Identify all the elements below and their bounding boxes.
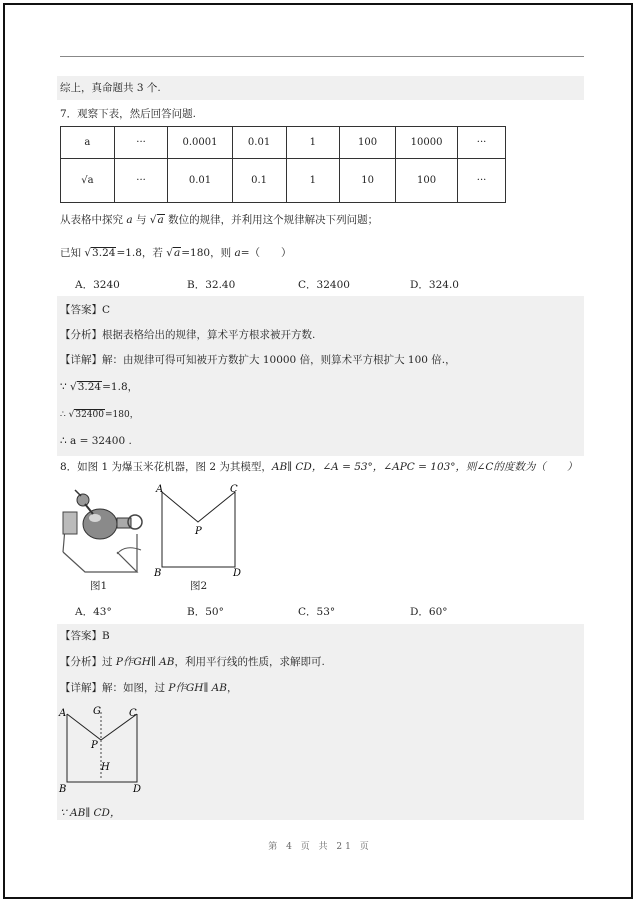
point-b: B — [59, 784, 67, 795]
radicand: 32400 — [75, 410, 104, 420]
given-text: =（ ） — [240, 247, 292, 259]
radicand: a — [157, 214, 164, 226]
q8-because: ∵ AB∥ CD， — [60, 807, 121, 819]
radicand: 3.24 — [92, 247, 116, 259]
table-cell: 0.01 — [168, 159, 232, 203]
q8-options — [60, 604, 560, 618]
option-d: D．60° — [410, 606, 448, 618]
q7-given — [60, 246, 292, 260]
table-cell: 1 — [286, 127, 340, 159]
sqrt-a: √a — [166, 247, 181, 259]
instruction-text: 与 — [135, 214, 147, 226]
solution-diagram — [55, 702, 155, 798]
table-cell: 1 — [286, 159, 340, 203]
option-c: C．53° — [298, 606, 336, 618]
sqrt-a: √a — [149, 214, 164, 226]
q7-options — [60, 277, 560, 291]
analysis-text: ，利用平行线的性质，求解即可. — [174, 656, 325, 668]
table-cell: 100 — [340, 127, 396, 159]
sqrt-324: √3.24 — [84, 247, 116, 259]
var-a: a — [126, 214, 133, 226]
given-text: 已知 — [60, 247, 81, 259]
table-cell: 10000 — [396, 127, 458, 159]
stem-text: 8．如图 1 为爆玉米花机器，图 2 为其模型， — [60, 461, 272, 473]
step-text: =1.8， — [102, 381, 139, 393]
instruction-text: 从表格中探究 — [60, 214, 123, 226]
point-c: C — [230, 484, 238, 495]
instruction-text: 数位的规律，并利用这个规律解决下列问题； — [168, 214, 379, 226]
page-footer: 第 4 页 共 21 页 — [268, 842, 372, 852]
q7-detail: 【详解】解：由规律可得可知被开方数扩大 10000 倍，则算术平方根扩大 100 倍.， — [60, 354, 456, 366]
table-cell: 0.1 — [232, 159, 286, 203]
var-a: a — [234, 247, 241, 259]
summary-text: 综上，真命题共 3 个. — [60, 82, 161, 94]
figure-2-model — [150, 480, 250, 580]
machine-icon — [63, 490, 142, 572]
point-a: A — [156, 484, 164, 495]
q7-analysis: 【分析】根据表格给出的规律，算术平方根求被开方数. — [60, 329, 316, 341]
option-b: B．50° — [187, 606, 224, 618]
option-a: A．3240 — [75, 279, 120, 291]
table-cell: 0.01 — [232, 127, 286, 159]
radicand: a — [173, 247, 181, 259]
table-cell: ··· — [458, 127, 506, 159]
table-cell: ··· — [114, 159, 168, 203]
point-p: P — [195, 526, 202, 537]
figure-2-label: 图2 — [190, 580, 208, 592]
table-cell: ··· — [458, 159, 506, 203]
sqrt-324: √3.24 — [70, 381, 102, 393]
point-p: P — [91, 740, 98, 751]
because-symbol: ∵ — [60, 381, 67, 393]
angle-lines — [162, 492, 235, 522]
analysis-math: P作GH∥ AB — [115, 656, 175, 668]
point-g: G — [93, 706, 101, 717]
option-b: B．32.40 — [187, 279, 236, 291]
point-d: D — [233, 568, 242, 579]
q7-step2 — [60, 408, 139, 422]
detail-text: ， — [226, 682, 238, 694]
table-header-a: a — [61, 127, 115, 159]
q8-answer: 【答案】B — [60, 630, 110, 642]
table-cell: 10 — [340, 159, 396, 203]
option-d: D．324.0 — [410, 279, 459, 291]
detail-math: P作GH∥ AB — [168, 682, 227, 694]
q7-step1 — [60, 380, 138, 394]
option-a: A．43° — [75, 606, 112, 618]
radicand: 3.24 — [77, 381, 102, 393]
table-cell: 0.0001 — [168, 127, 232, 159]
given-text: =180，则 — [181, 247, 232, 259]
q7-answer: 【答案】C — [60, 304, 111, 316]
q7-instruction — [60, 213, 378, 227]
given-text: =1.8，若 — [116, 247, 163, 259]
therefore-symbol: ∴ — [60, 410, 66, 420]
analysis-text: 【分析】过 — [60, 656, 113, 668]
q7-step3: ∴ a = 32400 . — [60, 435, 132, 447]
step-text: =180， — [105, 410, 139, 420]
option-c: C．32400 — [298, 279, 350, 291]
header-rule — [60, 56, 584, 57]
table-cell: ··· — [114, 127, 168, 159]
q7-solution-highlight — [57, 296, 584, 456]
angle-lines — [67, 714, 137, 740]
stem-math: AB∥ CD，∠A = 53°，∠APC = 103°，则∠C的度数为（ ） — [271, 461, 578, 473]
sqrt-32400: √32400 — [68, 410, 104, 420]
q8-detail — [60, 681, 237, 695]
q8-stem — [60, 460, 577, 474]
table-header-sqrt-a: √a — [61, 159, 115, 203]
detail-text: 【详解】解：如图，过 — [60, 682, 165, 694]
q8-analysis — [60, 655, 325, 669]
q7-stem: 7．观察下表，然后回答问题. — [60, 108, 197, 120]
point-c: C — [129, 708, 137, 719]
point-a: A — [59, 708, 67, 719]
point-b: B — [154, 568, 162, 579]
q7-table — [60, 126, 506, 203]
point-d: D — [133, 784, 142, 795]
figure-1-label: 图1 — [90, 580, 108, 592]
table-cell: 100 — [396, 159, 458, 203]
figure-1-machine — [55, 484, 155, 576]
point-h: H — [101, 762, 110, 773]
